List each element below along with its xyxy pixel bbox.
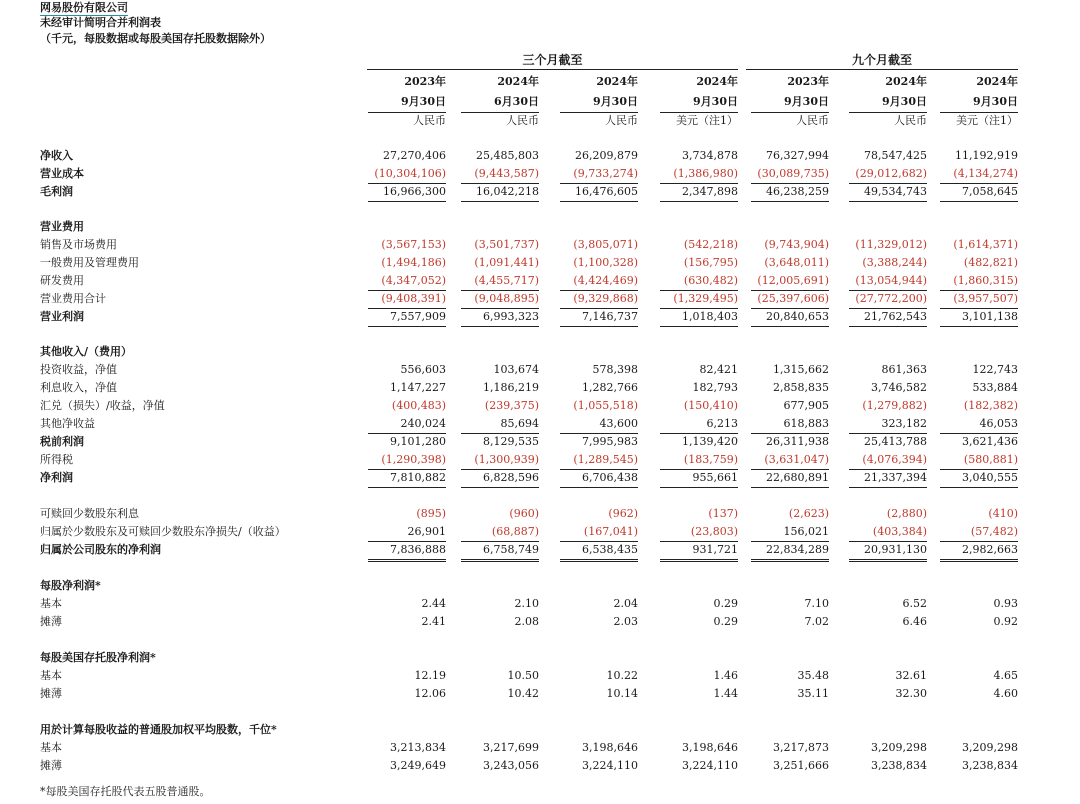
table-cell: (68,887)	[461, 523, 539, 542]
table-cell: 16,476,605	[560, 183, 638, 202]
table-cell: (25,397,606)	[751, 290, 829, 309]
table-cell: 16,042,218	[461, 183, 539, 202]
table-cell: 0.29	[713, 615, 738, 628]
table-cell: 122,743	[972, 363, 1018, 376]
table-cell: (4,455,717)	[461, 272, 539, 291]
table-cell: (30,089,735)	[751, 165, 829, 184]
table-cell: (4,424,469)	[560, 272, 638, 291]
row-label: 归属於公司股东的净利润	[40, 543, 161, 556]
table-cell: (9,733,274)	[560, 165, 638, 184]
table-cell: (1,860,315)	[940, 272, 1018, 291]
table-cell: 3,746,582	[871, 381, 927, 394]
table-cell: 1,282,766	[582, 381, 638, 394]
table-cell: 1,315,662	[773, 363, 829, 376]
table-cell: 76,327,994	[766, 149, 829, 162]
table-cell: (895)	[416, 507, 446, 520]
table-cell: 27,270,406	[383, 149, 446, 162]
table-cell: 3,213,834	[390, 741, 446, 754]
table-cell: 7.02	[804, 615, 829, 628]
table-row	[0, 183, 1080, 201]
table-cell: (3,805,071)	[573, 238, 638, 251]
table-cell: 2.04	[613, 597, 638, 610]
table-cell: (1,055,518)	[573, 399, 638, 412]
table-row	[0, 236, 1080, 254]
table-row	[0, 757, 1080, 775]
table-cell: 556,603	[400, 363, 446, 376]
column-header-rule	[660, 112, 738, 113]
table-row	[0, 451, 1080, 469]
column-header-year: 2023年	[787, 75, 829, 88]
table-cell: 10.14	[606, 687, 638, 700]
table-cell: 10.50	[507, 669, 539, 682]
table-cell: 6,213	[660, 415, 738, 434]
table-cell: (1,100,328)	[573, 256, 638, 269]
unit-note: （千元，每股数据或每股美国存托股数据除外）	[40, 32, 271, 45]
column-header-date: 9月30日	[784, 95, 829, 108]
table-row	[0, 685, 1080, 703]
table-cell: (3,388,244)	[862, 256, 927, 269]
table-row	[0, 433, 1080, 451]
table-cell: 7,995,983	[582, 435, 638, 448]
table-row	[0, 379, 1080, 397]
table-cell: 8,129,535	[483, 435, 539, 448]
row-label: 所得税	[40, 453, 73, 466]
table-cell: 12.06	[414, 687, 446, 700]
table-cell: 156,021	[751, 523, 829, 542]
column-header	[849, 72, 927, 130]
table-cell: (167,041)	[560, 523, 638, 542]
column-header-currency: 人民币	[796, 114, 829, 127]
table-cell: 11,192,919	[955, 149, 1018, 162]
table-cell: (137)	[708, 507, 738, 520]
column-header-year: 2023年	[404, 75, 446, 88]
table-cell: 2,347,898	[660, 183, 738, 202]
column-header-currency: 人民币	[413, 114, 446, 127]
table-cell: 861,363	[881, 363, 927, 376]
table-row	[0, 649, 1080, 667]
table-cell: 533,884	[972, 381, 1018, 394]
table-cell: (57,482)	[940, 523, 1018, 542]
table-row	[0, 541, 1080, 559]
table-cell: 35.48	[797, 669, 829, 682]
table-cell: 22,680,891	[751, 469, 829, 488]
table-cell: 1,018,403	[660, 308, 738, 327]
row-label: 基本	[40, 597, 62, 610]
column-header-date: 9月30日	[882, 95, 927, 108]
table-cell: 323,182	[849, 415, 927, 434]
row-label: 营业费用	[40, 220, 84, 233]
column-header	[940, 72, 1018, 130]
table-cell: (3,631,047)	[751, 451, 829, 470]
table-cell: (1,329,495)	[660, 290, 738, 309]
table-row	[0, 595, 1080, 613]
table-cell: (27,772,200)	[849, 290, 927, 309]
column-header-rule	[849, 112, 927, 113]
table-row	[0, 667, 1080, 685]
table-cell: 26,311,938	[766, 435, 829, 448]
table-cell: (4,347,052)	[368, 272, 446, 291]
table-cell: 46,238,259	[751, 183, 829, 202]
table-cell: 20,931,130	[849, 541, 927, 562]
table-row	[0, 721, 1080, 739]
column-header-year: 2024年	[596, 75, 638, 88]
table-cell: (3,957,507)	[940, 290, 1018, 309]
table-cell: 578,398	[592, 363, 638, 376]
table-cell: (239,375)	[484, 399, 539, 412]
table-cell: 9,101,280	[390, 435, 446, 448]
row-label: 毛利润	[40, 185, 73, 198]
table-row	[0, 397, 1080, 415]
table-cell: (9,743,904)	[764, 238, 829, 251]
table-cell: 677,905	[783, 399, 829, 412]
table-cell: 931,721	[660, 541, 738, 562]
group-header-three-months: 三个月截至	[367, 52, 738, 70]
table-cell: (182,382)	[963, 399, 1018, 412]
table-cell: 3,198,646	[682, 741, 738, 754]
table-row	[0, 739, 1080, 757]
table-cell: 2,858,835	[773, 381, 829, 394]
table-cell: 3,209,298	[962, 741, 1018, 754]
table-cell: 0.93	[993, 597, 1018, 610]
table-cell: 10.22	[606, 669, 638, 682]
table-cell: 3,238,834	[962, 759, 1018, 772]
table-cell: (400,483)	[391, 399, 446, 412]
table-row	[0, 165, 1080, 183]
table-cell: 22,834,289	[751, 541, 829, 562]
table-cell: 3,238,834	[871, 759, 927, 772]
table-cell: (4,076,394)	[849, 451, 927, 470]
table-cell: (1,494,186)	[381, 256, 446, 269]
table-cell: (2,880)	[886, 507, 927, 520]
table-cell: 4.65	[993, 669, 1018, 682]
column-header-currency: 人民币	[506, 114, 539, 127]
row-label: 摊薄	[40, 615, 62, 628]
table-cell: 3,224,110	[582, 759, 638, 772]
table-cell: 3,734,878	[682, 149, 738, 162]
table-cell: 3,040,555	[940, 469, 1018, 488]
table-cell: 6.52	[902, 597, 927, 610]
table-cell: 3,243,056	[483, 759, 539, 772]
table-cell: (1,091,441)	[474, 256, 539, 269]
table-cell: 85,694	[461, 415, 539, 434]
statement-title: 未经审计简明合并利润表	[40, 16, 161, 29]
table-cell: (3,501,737)	[474, 238, 539, 251]
column-header	[368, 72, 446, 130]
table-row	[0, 523, 1080, 541]
column-header-date: 9月30日	[973, 95, 1018, 108]
table-row	[0, 469, 1080, 487]
column-header-date: 9月30日	[693, 95, 738, 108]
table-cell: 103,674	[493, 363, 539, 376]
table-cell: (9,408,391)	[368, 290, 446, 309]
column-header-rule	[461, 112, 539, 113]
table-cell: 0.29	[713, 597, 738, 610]
table-cell: (1,289,545)	[560, 451, 638, 470]
column-header-currency: 美元（注1）	[956, 114, 1018, 127]
row-label: 净利润	[40, 471, 73, 484]
table-cell: (542,218)	[683, 238, 738, 251]
group-header-nine-months: 九个月截至	[746, 52, 1018, 70]
table-row	[0, 361, 1080, 379]
table-cell: (1,279,882)	[862, 399, 927, 412]
table-cell: 7,146,737	[560, 308, 638, 327]
table-row	[0, 505, 1080, 523]
table-cell: (1,614,371)	[953, 238, 1018, 251]
table-cell: 2.03	[613, 615, 638, 628]
table-cell: 4.60	[993, 687, 1018, 700]
row-label: 税前利润	[40, 435, 84, 448]
table-cell: (23,803)	[660, 523, 738, 542]
row-label: 基本	[40, 669, 62, 682]
table-cell: 3,101,138	[940, 308, 1018, 327]
column-header-rule	[368, 112, 446, 113]
table-cell: 78,547,425	[864, 149, 927, 162]
table-cell: 6,993,323	[461, 308, 539, 327]
table-cell: 6,828,596	[461, 469, 539, 488]
column-header-date: 6月30日	[494, 95, 539, 108]
table-cell: (9,048,895)	[461, 290, 539, 309]
table-cell: (1,386,980)	[660, 165, 738, 184]
row-label: 营业费用合计	[40, 292, 106, 305]
table-row	[0, 218, 1080, 236]
table-cell: 618,883	[751, 415, 829, 434]
table-cell: (3,648,011)	[764, 256, 829, 269]
table-cell: (1,300,939)	[461, 451, 539, 470]
table-cell: 3,217,873	[773, 741, 829, 754]
row-label: 销售及市场费用	[40, 238, 117, 251]
table-cell: 2,982,663	[940, 541, 1018, 562]
table-cell: 955,661	[660, 469, 738, 488]
column-header-year: 2024年	[497, 75, 539, 88]
table-cell: 2.41	[421, 615, 446, 628]
table-row	[0, 290, 1080, 308]
row-label: 投资收益，净值	[40, 363, 117, 376]
table-cell: 26,901	[368, 523, 446, 542]
table-cell: (9,443,587)	[461, 165, 539, 184]
table-cell: (183,759)	[660, 451, 738, 470]
table-cell: 7.10	[804, 597, 829, 610]
table-cell: 3,224,110	[682, 759, 738, 772]
row-label: 利息收入，净值	[40, 381, 117, 394]
table-cell: 1,139,420	[682, 435, 738, 448]
table-cell: (4,134,274)	[940, 165, 1018, 184]
table-cell: 1.46	[713, 669, 738, 682]
table-cell: (960)	[509, 507, 539, 520]
table-cell: 32.61	[895, 669, 927, 682]
table-cell: 3,209,298	[871, 741, 927, 754]
table-row	[0, 254, 1080, 272]
table-cell: 6,538,435	[560, 541, 638, 562]
table-cell: 3,251,666	[773, 759, 829, 772]
table-row	[0, 272, 1080, 290]
column-header-currency: 人民币	[894, 114, 927, 127]
table-cell: 12.19	[414, 669, 446, 682]
table-cell: 82,421	[699, 363, 738, 376]
row-label: 其他收入/（费用）	[40, 345, 133, 358]
column-header-rule	[940, 112, 1018, 113]
table-cell: 21,337,394	[849, 469, 927, 488]
table-row	[0, 308, 1080, 326]
table-row	[0, 613, 1080, 631]
table-cell: 182,793	[692, 381, 738, 394]
column-header-rule	[560, 112, 638, 113]
row-label: 其他净收益	[40, 417, 95, 430]
column-header	[660, 72, 738, 130]
table-cell: 6,758,749	[461, 541, 539, 562]
company-name: 网易股份有限公司	[40, 1, 128, 14]
row-label: 净收入	[40, 149, 73, 162]
table-cell: (13,054,944)	[849, 272, 927, 291]
table-cell: (962)	[608, 507, 638, 520]
column-header	[461, 72, 539, 130]
table-cell: 16,966,300	[368, 183, 446, 202]
table-cell: 2.10	[514, 597, 539, 610]
row-label: 摊薄	[40, 759, 62, 772]
table-cell: 35.11	[797, 687, 829, 700]
table-cell: 10.42	[507, 687, 539, 700]
table-cell: (156,795)	[683, 256, 738, 269]
table-cell: 2.44	[421, 597, 446, 610]
row-label: 研发费用	[40, 274, 84, 287]
column-header-year: 2024年	[885, 75, 927, 88]
table-cell: 46,053	[940, 415, 1018, 434]
table-cell: 7,058,645	[940, 183, 1018, 202]
table-row	[0, 343, 1080, 361]
table-cell: 49,534,743	[849, 183, 927, 202]
table-cell: 6,706,438	[560, 469, 638, 488]
column-header-rule	[751, 112, 829, 113]
column-header	[560, 72, 638, 130]
table-cell: 240,024	[368, 415, 446, 434]
table-cell: 1.44	[713, 687, 738, 700]
table-cell: (10,304,106)	[368, 165, 446, 184]
table-cell: (410)	[988, 507, 1018, 520]
row-label: 一般费用及管理费用	[40, 256, 139, 269]
table-cell: 1,147,227	[390, 381, 446, 394]
column-header-year: 2024年	[976, 75, 1018, 88]
column-header	[751, 72, 829, 130]
table-cell: 43,600	[560, 415, 638, 434]
table-cell: 26,209,879	[575, 149, 638, 162]
table-cell: 3,249,649	[390, 759, 446, 772]
table-cell: 21,762,543	[849, 308, 927, 327]
column-header-year: 2024年	[696, 75, 738, 88]
row-label: 归属於少数股东及可赎回少数股东净损失/（收益）	[40, 525, 286, 538]
column-header-date: 9月30日	[593, 95, 638, 108]
table-cell: 6.46	[902, 615, 927, 628]
row-label: 营业成本	[40, 167, 84, 180]
table-cell: 7,557,909	[368, 308, 446, 327]
table-cell: (630,482)	[660, 272, 738, 291]
row-label: 每股净利润*	[40, 579, 101, 592]
table-cell: (9,329,868)	[560, 290, 638, 309]
table-cell: (29,012,682)	[849, 165, 927, 184]
column-header-date: 9月30日	[401, 95, 446, 108]
table-cell: 25,413,788	[864, 435, 927, 448]
table-cell: 3,217,699	[483, 741, 539, 754]
row-label: 基本	[40, 741, 62, 754]
row-label: 营业利润	[40, 310, 84, 323]
table-cell: 7,836,888	[368, 541, 446, 562]
table-cell: (3,567,153)	[381, 238, 446, 251]
table-cell: (12,005,691)	[751, 272, 829, 291]
footnote: *每股美国存托股代表五股普通股。	[40, 785, 211, 798]
row-label: 汇兑（损失）/收益，净值	[40, 399, 165, 412]
table-cell: (580,881)	[940, 451, 1018, 470]
column-header-currency: 美元（注1）	[676, 114, 738, 127]
row-label: 用於计算每股收益的普通股加权平均股数，千位*	[40, 723, 277, 736]
row-label: 可赎回少数股东利息	[40, 507, 139, 520]
table-row	[0, 415, 1080, 433]
table-cell: (403,384)	[849, 523, 927, 542]
table-cell: 3,621,436	[962, 435, 1018, 448]
table-cell: 3,198,646	[582, 741, 638, 754]
table-cell: 0.92	[993, 615, 1018, 628]
table-cell: 20,840,653	[751, 308, 829, 327]
table-cell: 2.08	[514, 615, 539, 628]
table-cell: (11,329,012)	[855, 238, 927, 251]
table-cell: (2,623)	[788, 507, 829, 520]
table-cell: (1,290,398)	[368, 451, 446, 470]
table-cell: 7,810,882	[368, 469, 446, 488]
table-cell: 1,186,219	[483, 381, 539, 394]
table-cell: (150,410)	[683, 399, 738, 412]
row-label: 摊薄	[40, 687, 62, 700]
row-label: 每股美国存托股净利润*	[40, 651, 156, 664]
table-cell: (482,821)	[963, 256, 1018, 269]
table-cell: 25,485,803	[476, 149, 539, 162]
table-row	[0, 147, 1080, 165]
column-header-currency: 人民币	[605, 114, 638, 127]
table-cell: 32.30	[895, 687, 927, 700]
table-row	[0, 577, 1080, 595]
